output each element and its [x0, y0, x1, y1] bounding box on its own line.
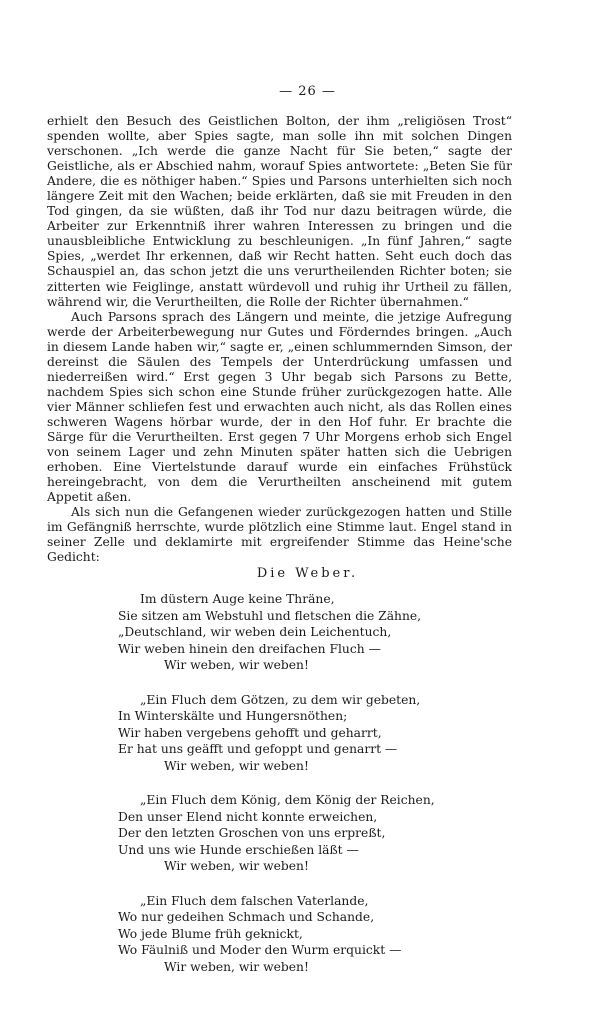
poem-line: Der den letzten Groschen von uns erpreßt,: [118, 826, 386, 840]
poem-line: „Ein Fluch dem falschen Vaterlande,: [140, 893, 369, 908]
poem-stanza: [118, 893, 478, 976]
poem-line: Wir haben vergebens gehofft und geharrt,: [118, 725, 382, 740]
poem-line: Er hat uns geäfft und gefoppt und genarrt —: [118, 742, 398, 756]
paragraph: Als sich nun die Gefangenen wieder zurückgezogen hatten und Stille im Gefängniß herrschte, wurde plötzlich eine Stimme laut. Engel stand in seiner Zelle und deklamirte mit ergreifender Stimme das Heine'sche Gedicht:: [47, 505, 512, 565]
poem-line: Den unser Elend nicht konnte erweichen,: [118, 809, 378, 824]
poem-line: Im düstern Auge keine Thräne,: [140, 592, 335, 606]
poem-line: Wo nur gedeihen Schmach und Schande,: [118, 910, 375, 924]
paragraph: Auch Parsons sprach des Längern und meinte, die jetzige Aufregung werde der Arbeiterbewegung nur Gutes und Förderndes bringen. „Auch in diesem Lande haben wir,“ sagte er, „einen schlummernden Simson, der dereinst die Säulen des Tempels der Unterdrückung umfassen und niederreißen wird.“ Erst gegen 3 Uhr begab sich Parsons zu Bette, nachdem Spies sich schon eine Stunde früher zurückgezogen hatte. Alle vier Männer schliefen fest und erwachten auch nicht, als das Rollen eines schweren Wagens hörbar wurde, der in den Hof fuhr. Er brachte die Särge für die Verurtheilten. Erst gegen 7 Uhr Morgens erhob sich Engel von seinem Lager und zehn Minuten später hatten sich die Uebrigen erhoben. Eine Viertelstunde darauf wurde ein einfaches Frühstück hereingebracht, von dem die Verurtheilten anscheinend mit gutem Appetit aßen.: [47, 309, 512, 505]
poem-line: „Ein Fluch dem Götzen, zu dem wir gebeten,: [140, 692, 421, 707]
poem-refrain: Wir weben, wir weben!: [164, 658, 309, 672]
poem-stanza: [118, 692, 478, 775]
poem-title: Die Weber.: [256, 566, 359, 581]
page-number: — 26 —: [279, 84, 336, 99]
poem-line: Und uns wie Hunde erschießen läßt —: [118, 842, 359, 857]
prose-body: [47, 114, 512, 565]
poem-refrain: Wir weben, wir weben!: [164, 959, 309, 974]
poem-line: Wo jede Blume früh geknickt,: [118, 926, 303, 941]
poem-line: In Winterskälte und Hungersnöthen;: [118, 709, 348, 723]
poem-refrain: Wir weben, wir weben!: [164, 859, 309, 873]
poem-line: Sie sitzen am Webstuhl und fletschen die Zähne,: [118, 608, 422, 623]
poem-line: Wir weben hinein den dreifachen Fluch —: [118, 641, 381, 656]
poem-line: Wo Fäulniß und Moder den Wurm erquickt —: [118, 943, 402, 957]
poem-stanza: [118, 591, 478, 674]
paragraph: erhielt den Besuch des Geistlichen Bolton, der ihm „religiösen Trost“ spenden wollte, aber Spies sagte, man solle ihn mit solchen Dingen verschonen. „Ich werde die ganze Nacht für Sie beten,“ sagte der Geistliche, als er Abschied nahm, worauf Spies antwortete: „Beten Sie für Andere, die es nöthiger haben.“ Spies und Parsons unterhielten sich noch längere Zeit mit den Wachen; beide erklärten, daß sie mit Freuden in den Tod gingen, da sie wüßten, daß ihr Tod nur dazu beitragen würde, die Arbeiter zur Erkenntniß ihrer wahren Interessen zu bringen und die unausbleibliche Entwicklung zu beschleunigen. „In fünf Jahren,“ sagte Spies, „werdet Ihr erkennen, daß wir Recht hatten. Seht euch doch das Schauspiel an, das schon jetzt die uns verurtheilenden Richter boten; sie zitterten wie Feiglinge, anstatt würdevoll und ruhig ihr Urtheil zu fällen, während wir, die Verurtheilten, die Rolle der Richter übernahmen.“: [47, 114, 512, 309]
poem-line: „Ein Fluch dem König, dem König der Reichen,: [140, 793, 435, 807]
poem: [118, 591, 478, 993]
poem-line: „Deutschland, wir weben dein Leichentuch,: [118, 625, 392, 639]
poem-stanza: [118, 792, 478, 875]
poem-refrain: Wir weben, wir weben!: [164, 758, 309, 773]
